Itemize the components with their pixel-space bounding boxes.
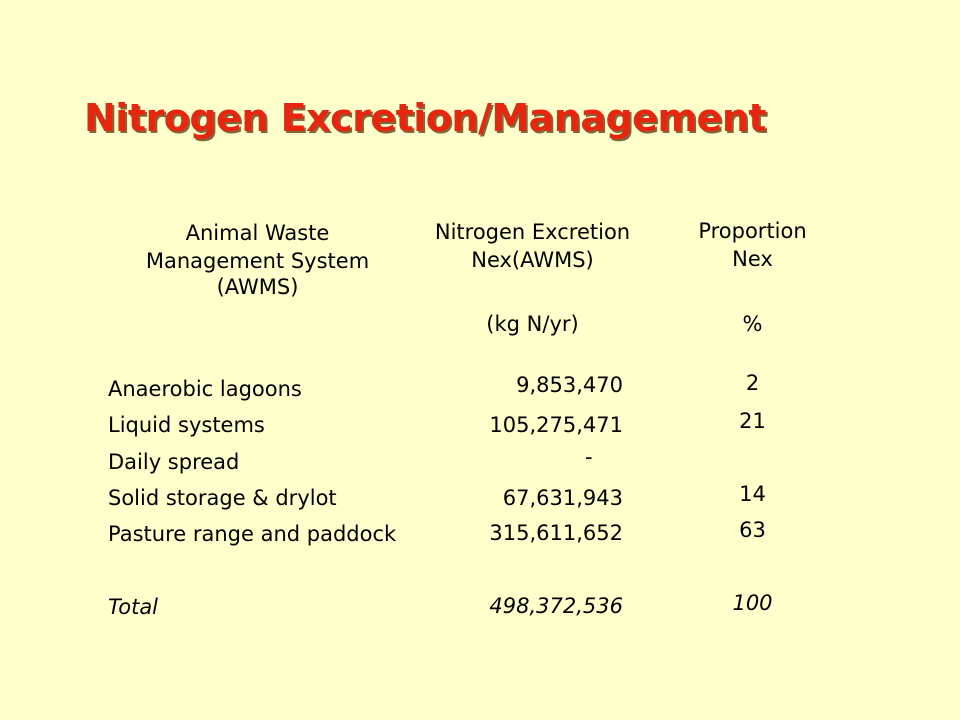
row-proportion: 63 [739,518,766,542]
header-nex-unit: (kg N/yr) [486,312,579,336]
row-system: Liquid systems [108,413,265,437]
total-nex: 498,372,536 [489,594,623,618]
header-awms-line1: Animal Waste [185,221,330,245]
header-proportion-unit: % [742,312,763,336]
header-proportion-line1: Proportion [698,219,807,243]
row-proportion: 2 [745,371,760,395]
row-system: Anaerobic lagoons [108,377,302,401]
row-proportion: 14 [739,482,766,506]
row-nex: 315,611,652 [489,521,623,545]
row-nex: 67,631,943 [502,486,623,510]
header-nex-line2: Nex(AWMS) [471,248,594,272]
total-proportion: 100 [732,591,773,615]
total-label: Total [108,595,159,619]
slide-title: Nitrogen Excretion/Management [84,96,767,140]
row-system: Pasture range and paddock [108,522,397,546]
row-system: Daily spread [108,450,240,474]
row-nex: 105,275,471 [489,413,623,437]
row-proportion: 21 [739,409,766,433]
row-nex: - [585,445,593,469]
header-awms-line2: Management System [145,249,370,273]
header-proportion-line2: Nex [732,247,773,271]
row-system: Solid storage & drylot [108,486,337,510]
header-awms-line3: (AWMS) [216,275,299,299]
header-nex-line1: Nitrogen Excretion [434,220,631,244]
row-nex: 9,853,470 [516,373,623,397]
